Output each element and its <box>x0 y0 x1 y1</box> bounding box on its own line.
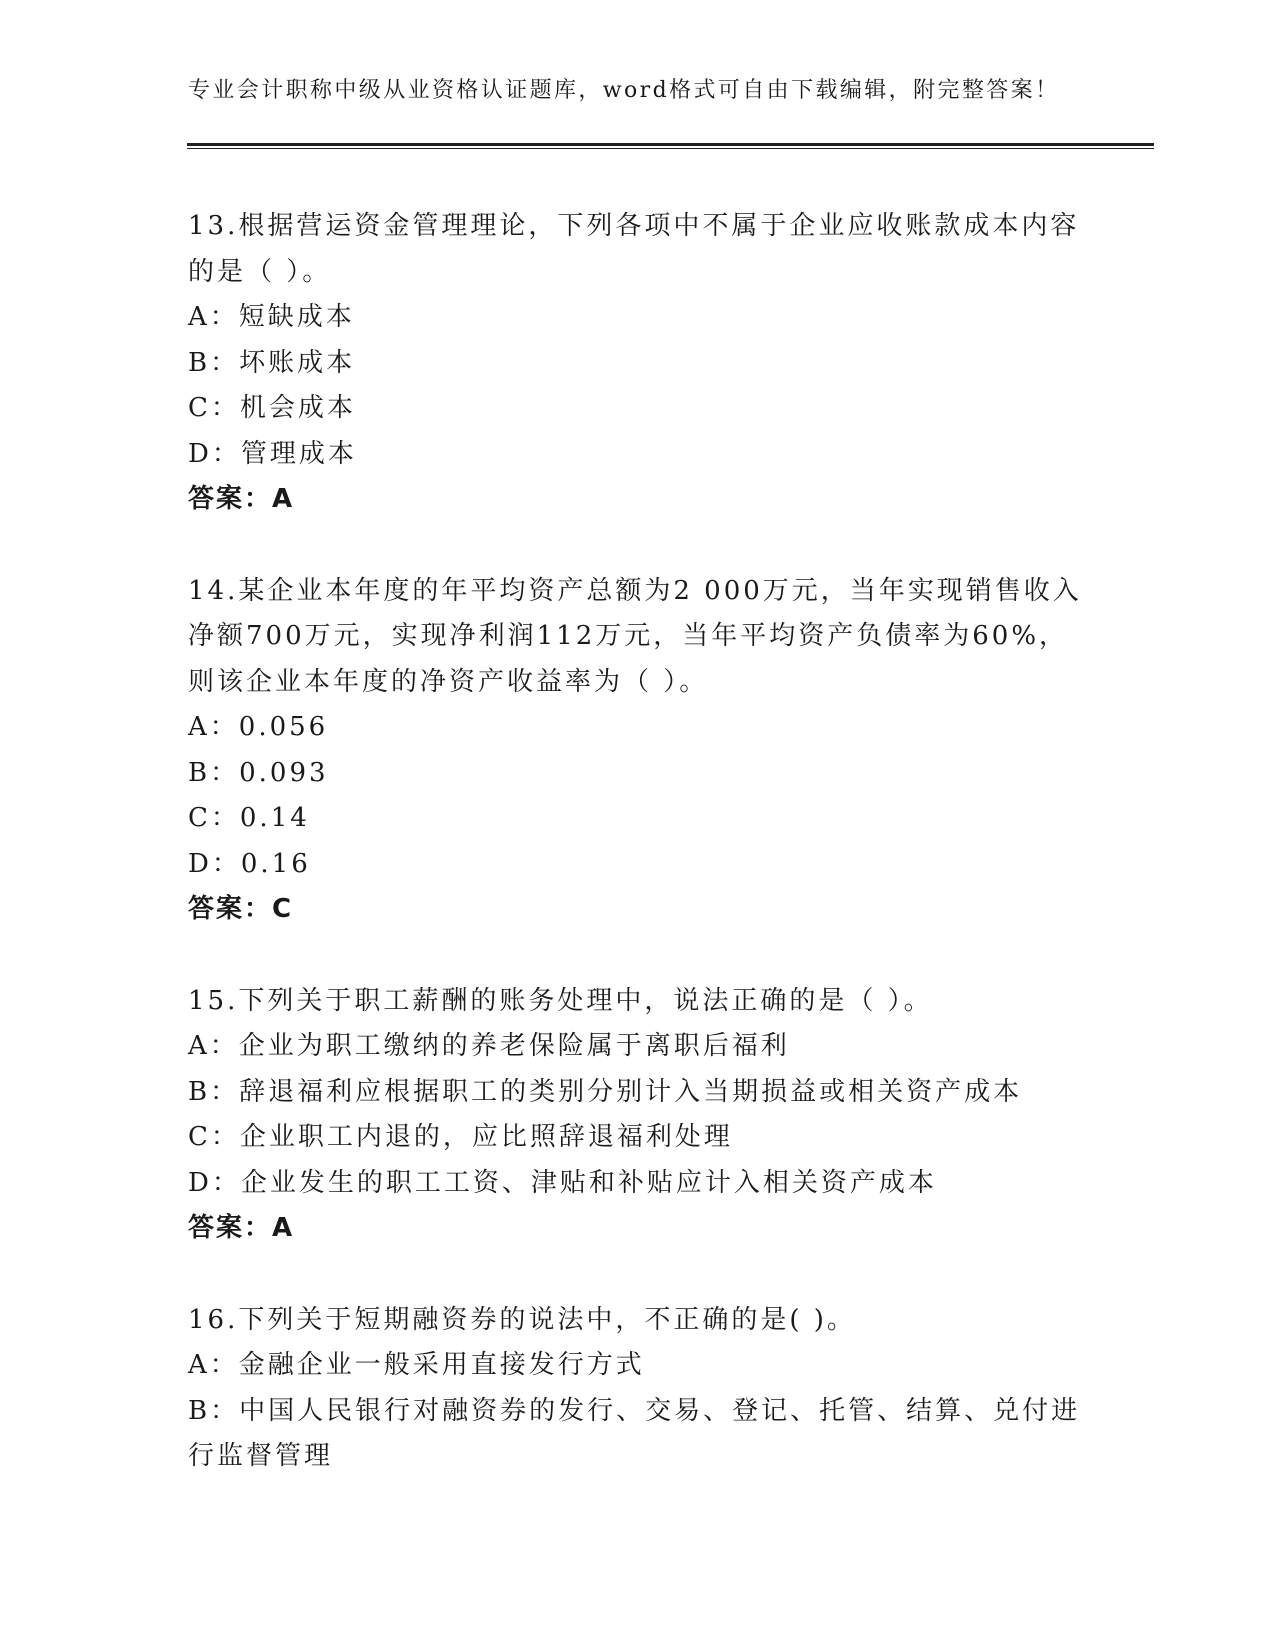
question-13 <box>188 204 1088 523</box>
option-d: D：0.16 <box>188 848 311 879</box>
option-b: B：辞退福利应根据职工的类别分别计入当期损益或相关资产成本 <box>188 1076 1023 1107</box>
option-d: D：管理成本 <box>188 438 357 469</box>
question-stem: 则该企业本年度的净资产收益率为（ ）。 <box>188 666 709 697</box>
option-a: A：0.056 <box>188 712 329 742</box>
question-stem: 13.根据营运资金管理理论，下列各项中不属于企业应收账款成本内容 <box>188 211 1080 241</box>
option-a: A：短缺成本 <box>188 302 355 332</box>
question-stem: 净额700万元，实现净利润112万元，当年平均资产负债率为60%， <box>188 621 1069 651</box>
header-rule-thick <box>187 143 1154 146</box>
option-b: B：坏账成本 <box>188 347 356 378</box>
header-rule-thin <box>187 148 1154 149</box>
question-stem: 15.下列关于职工薪酬的账务处理中，说法正确的是（ ）。 <box>188 985 933 1016</box>
question-stem: 14.某企业本年度的年平均资产总额为2 000万元，当年实现销售收入 <box>188 575 1082 606</box>
question-stem: 16.下列关于短期融资券的说法中，不正确的是( )。 <box>188 1304 856 1335</box>
option-a: A：企业为职工缴纳的养老保险属于离职后福利 <box>188 1031 790 1061</box>
question-list <box>188 204 1088 1526</box>
question-15 <box>188 979 1088 1252</box>
option-c: C：企业职工内退的，应比照辞退福利处理 <box>188 1122 733 1152</box>
option-b: B：中国人民银行对融资券的发行、交易、登记、托管、结算、兑付进 <box>188 1395 1081 1426</box>
option-c: C：机会成本 <box>188 393 356 423</box>
option-c: C：0.14 <box>188 803 310 833</box>
page-header: 专业会计职称中级从业资格认证题库，word格式可自由下载编辑，附完整答案！ <box>188 78 1060 103</box>
answer-line: 答案：A <box>188 484 295 514</box>
answer-line: 答案：C <box>188 894 294 924</box>
answer-line: 答案：A <box>188 1213 295 1243</box>
question-16 <box>188 1298 1088 1480</box>
question-stem: 的是（ ）。 <box>188 256 332 287</box>
question-14 <box>188 569 1088 933</box>
option-b-continued: 行监督管理 <box>188 1441 334 1471</box>
option-d: D：企业发生的职工工资、津贴和补贴应计入相关资产成本 <box>188 1167 937 1198</box>
option-b: B：0.093 <box>188 757 329 788</box>
option-a: A：金融企业一般采用直接发行方式 <box>188 1350 645 1380</box>
